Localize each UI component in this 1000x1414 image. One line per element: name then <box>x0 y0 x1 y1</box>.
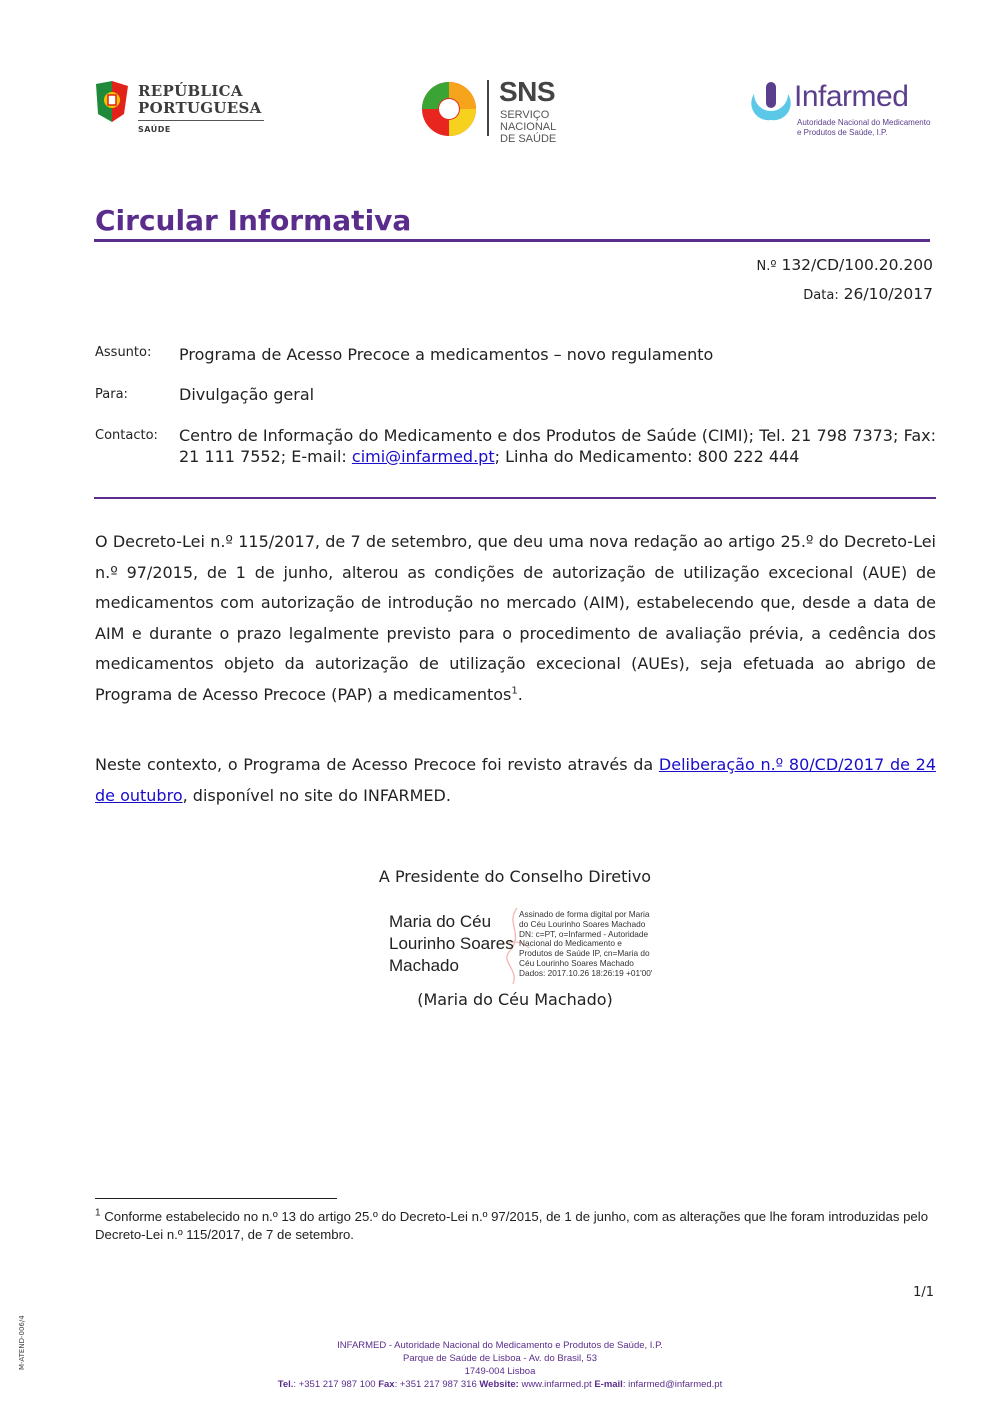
sns-sub2: DE SAÚDE <box>500 133 557 145</box>
footer-tel: : +351 217 987 100 <box>293 1379 379 1390</box>
contacto-text-end: ; Linha do Medicamento: 800 222 444 <box>494 446 800 466</box>
footer-fax-label: Fax <box>378 1379 395 1390</box>
sns-logo <box>420 76 600 145</box>
footnote <box>95 1208 945 1244</box>
contacto-email-link[interactable]: cimi@infarmed.pt <box>351 446 495 466</box>
digital-line-7: Dados: 2017.10.26 18:26:19 +01'00' <box>519 967 653 978</box>
sns-sub1: SERVIÇO NACIONAL <box>500 109 557 133</box>
date-value: 26/10/2017 <box>843 285 933 303</box>
digital-line-2: do Céu Lourinho Soares Machado <box>519 918 646 929</box>
assunto-label: Assunto: <box>95 345 152 360</box>
rp-line2: PORTUGUESA <box>138 99 262 117</box>
date-label: Data: <box>803 288 839 303</box>
footer-line-2: Parque de Saúde de Lisboa - Av. do Brasil, 53 <box>402 1353 597 1364</box>
rp-divider <box>138 120 264 121</box>
p2-end: , disponível no site do INFARMED. <box>182 785 451 805</box>
digital-line-5: Produtos de Saúde IP, cn=Maria do <box>519 948 650 959</box>
para-value: Divulgação geral <box>179 385 315 404</box>
assunto-value: Programa de Acesso Precoce a medicamentos – novo regulamento <box>179 345 714 364</box>
contacto-label: Contacto: <box>95 428 158 443</box>
infarmed-sub2: e Produtos de Saúde, I.P. <box>797 128 888 137</box>
footnote-mark: 1 <box>95 1207 101 1219</box>
signature-name-line1: Maria do Céu <box>389 912 492 931</box>
para-label: Para: <box>95 387 128 402</box>
p2-text: Neste contexto, o Programa de Acesso Precoce foi revisto através da <box>95 755 659 774</box>
infarmed-sub1: Autoridade Nacional do Medicamento <box>797 118 931 127</box>
digital-line-6: Céu Lourinho Soares Machado <box>519 957 634 968</box>
footer-email-label: E-mail <box>594 1379 623 1390</box>
contacto-value <box>179 426 936 467</box>
rp-line3: SAÚDE <box>138 125 171 134</box>
footer-line-3: 1749-004 Lisboa <box>464 1366 536 1377</box>
republica-portuguesa-logo <box>94 80 274 140</box>
footnote-ref[interactable]: 1 <box>511 685 518 697</box>
digital-line-3: DN: c=PT, o=Infarmed - Autoridade <box>519 928 649 939</box>
page-title: Circular Informativa <box>95 204 412 237</box>
body-paragraph-1 <box>95 527 936 710</box>
footer-line-1: INFARMED - Autoridade Nacional do Medicamento e Produtos de Saúde, I.P. <box>337 1340 663 1351</box>
circular-date <box>803 285 933 303</box>
digital-line-1: Assinado de forma digital por Maria <box>519 909 650 919</box>
number-value: 132/CD/100.20.200 <box>781 256 933 274</box>
footer-tel-label: Tel. <box>277 1379 294 1390</box>
number-label: N.º <box>756 259 777 274</box>
footnote-text: Conforme estabelecido no n.º 13 do artigo 25.º do Decreto-Lei n.º 97/2015, de 1 de junho, com as alterações que lhe foram introduzidas pelo Decreto-Lei n.º 115/2017, de 7 de setembro. <box>95 1209 929 1242</box>
infarmed-logo <box>750 80 940 140</box>
footer-email-link[interactable]: : infarmed@infarmed.pt <box>622 1379 723 1390</box>
page-number: 1/1 <box>913 1285 934 1300</box>
digital-line-4: Nacional do Medicamento e <box>519 938 622 949</box>
infarmed-subtitle <box>797 118 930 138</box>
body-paragraph-2 <box>95 750 936 811</box>
sns-ring-icon <box>420 80 480 138</box>
footer-contacts <box>0 1378 1000 1391</box>
contacto-text: Centro de Informação do Medicamento e dos Produtos de Saúde (CIMI); Tel. 21 798 7373; Fax: 21 111 7552; E-mail: <box>179 426 936 466</box>
title-divider <box>94 239 930 242</box>
deliberacao-link[interactable]: Deliberação n.º 80/CD/2017 de 24 de outubro <box>95 755 936 805</box>
sns-divider <box>487 80 489 136</box>
sns-subtitle <box>500 109 600 145</box>
info-divider <box>94 497 936 499</box>
p1-end: . <box>517 684 523 704</box>
footnote-divider <box>95 1198 337 1199</box>
signature-name-line3: Machado <box>389 956 459 975</box>
infarmed-name: Infarmed <box>794 80 909 113</box>
sns-title: SNS <box>499 76 556 107</box>
signature-role: A Presidente do Conselho Diretivo <box>378 867 652 886</box>
footer-website-link[interactable]: www.infarmed.pt <box>518 1379 595 1390</box>
signature-printed-name: (Maria do Céu Machado) <box>417 990 613 1009</box>
rp-line1: REPÚBLICA <box>138 82 243 100</box>
p1-text: O Decreto-Lei n.º 115/2017, de 7 de setembro, que deu uma nova redação ao artigo 25.º do Decreto-Lei n.º 97/2015, de 1 de junho, alterou as condições de autorização de utilização excecional (AUE) de medicamentos com autorização de introdução no mercado (AIM), estabelecendo que, desde a data de AIM e durante o prazo legalmente previsto para o procedimento de avaliação prévia, a cedência dos medicamentos objeto da autorização de utilização excecional (AUEs), seja efetuada ao abrigo de Programa de Acesso Precoce (PAP) a medicamentos <box>95 532 936 704</box>
document-code: M-ATEND-006/4 <box>18 1315 26 1370</box>
footer-web-label: Website: <box>479 1379 519 1390</box>
signature-name-line2: Lourinho Soares <box>389 934 514 953</box>
signature-name <box>389 911 514 977</box>
circular-number <box>757 256 933 274</box>
digital-signature-details <box>519 910 653 979</box>
infarmed-mark-icon <box>750 80 792 124</box>
portugal-emblem-icon <box>94 80 130 124</box>
footer-fax: : +351 217 987 316 <box>394 1379 480 1390</box>
